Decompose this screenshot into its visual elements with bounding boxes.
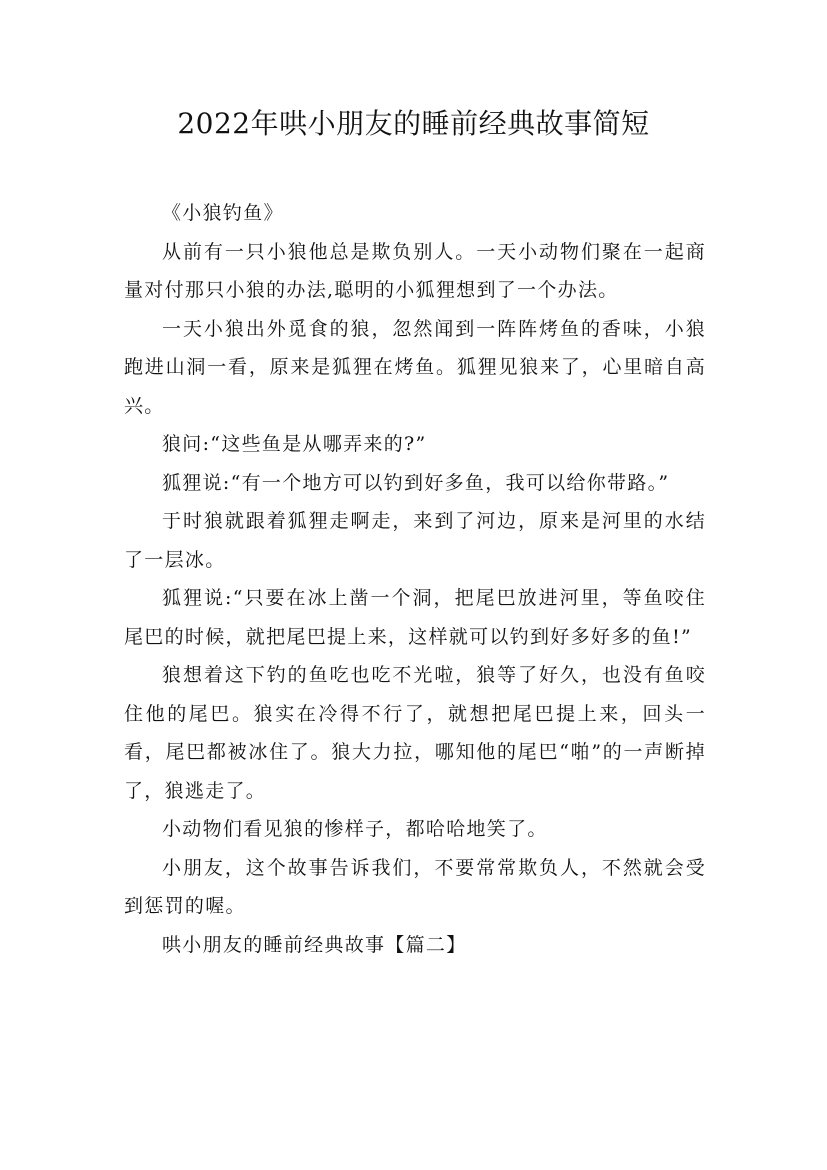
paragraph: 狐狸说:“有一个地方可以钓到好多鱼，我可以给你带路。”	[162, 471, 670, 494]
paragraph: 于时狼就跟着狐狸走啊走，来到了河边，原来是河里的水结了一层冰。	[124, 510, 706, 571]
paragraph: 狼问:“这些鱼是从哪弄来的?”	[162, 433, 427, 455]
document-title: 2022年哄小朋友的睡前经典故事简短	[177, 107, 650, 140]
paragraph: 小朋友，这个故事告诉我们，不要常常欺负人，不然就会受到惩罚的喔。	[124, 856, 706, 917]
paragraph: 从前有一只小狼他总是欺负别人。一天小动物们聚在一起商量对付那只小狼的办法,聪明的小狐狸想到了一个办法。	[124, 240, 706, 301]
story-title: 《小狼钓鱼》	[162, 202, 284, 224]
document-body	[124, 194, 706, 964]
paragraph: 狼想着这下钓的鱼吃也吃不光啦，狼等了好久，也没有鱼咬住他的尾巴。狼实在冷得不行了，就想把尾巴提上来，回头一看，尾巴都被冰住了。狼大力拉，哪知他的尾巴“啪”的一声断掉了，狼逃走了。	[124, 664, 706, 802]
section-heading: 哄小朋友的睡前经典故事【篇二】	[162, 933, 467, 956]
paragraph: 一天小狼出外觅食的狼，忽然闻到一阵阵烤鱼的香味，小狼跑进山洞一看，原来是狐狸在烤鱼。狐狸见狼来了，心里暗自高兴。	[124, 317, 706, 417]
paragraph: 小动物们看见狼的惨样子，都哈哈地笑了。	[162, 818, 548, 840]
paragraph: 狐狸说:“只要在冰上凿一个洞，把尾巴放进河里，等鱼咬住尾巴的时候，就把尾巴提上来，这样就可以钓到好多好多的鱼!”	[124, 587, 706, 648]
